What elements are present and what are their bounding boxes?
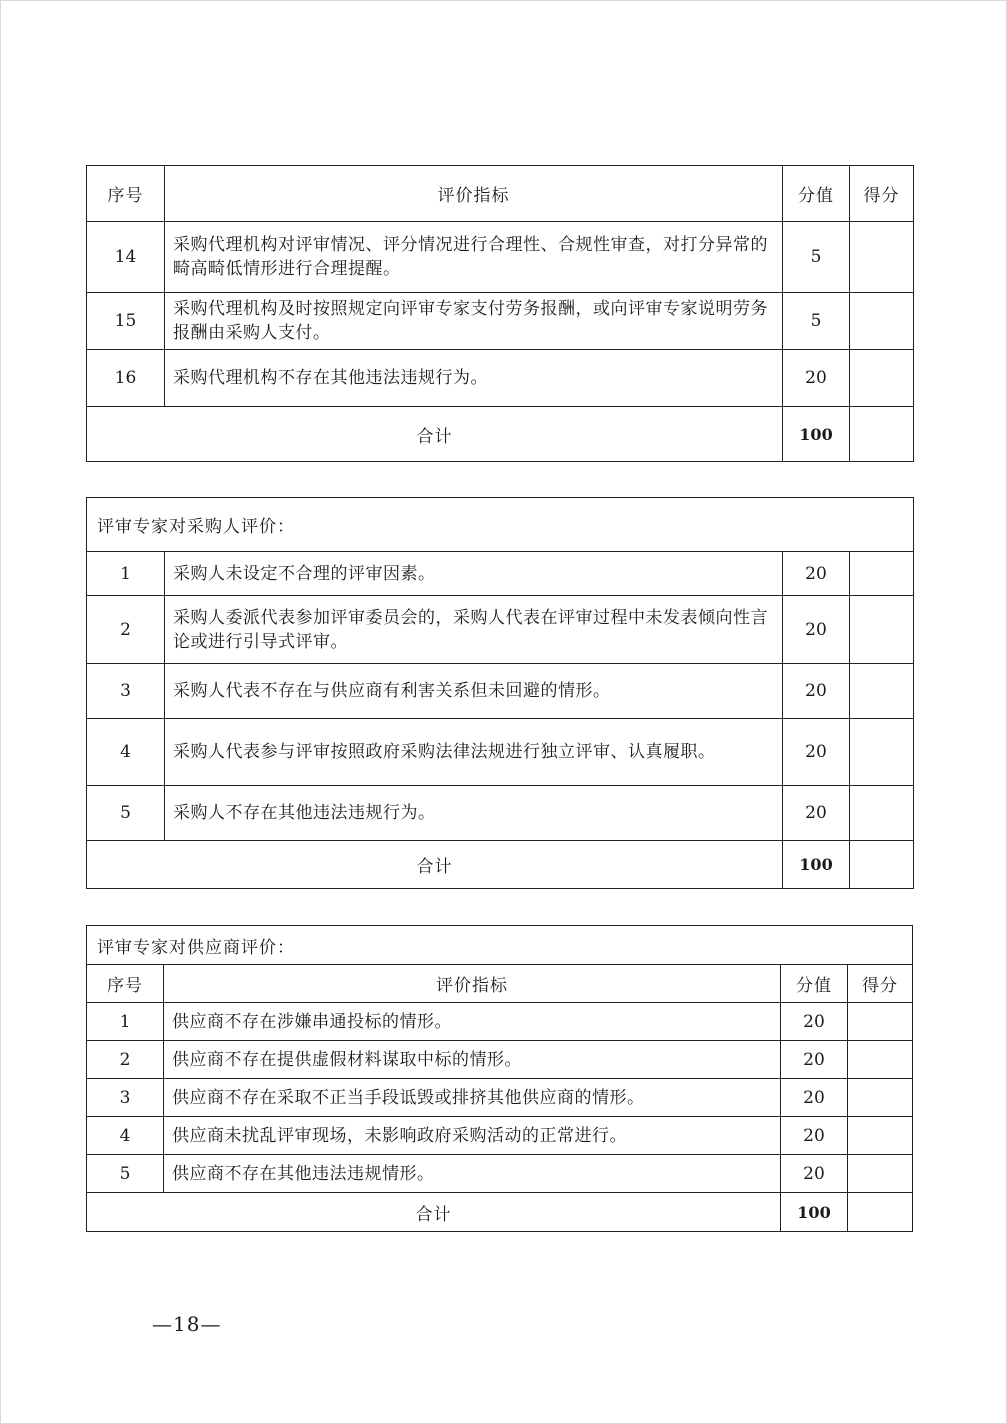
- score-cell[interactable]: [848, 1079, 913, 1117]
- total-label: 合计: [87, 1193, 781, 1232]
- total-value: 100: [783, 841, 850, 889]
- total-score-cell[interactable]: [850, 407, 914, 462]
- row-indicator: 供应商不存在涉嫌串通投标的情形。: [164, 1003, 781, 1041]
- header-score: 得分: [850, 166, 914, 222]
- row-points: 5: [783, 293, 850, 350]
- row-points: 20: [781, 1079, 848, 1117]
- row-seq: 16: [87, 350, 165, 407]
- table-row: [87, 596, 914, 664]
- row-seq: 4: [87, 1117, 164, 1155]
- row-points: 20: [781, 1041, 848, 1079]
- table-title-row: [87, 926, 913, 965]
- table-header-row: [87, 965, 913, 1003]
- header-seq: 序号: [87, 166, 165, 222]
- header-seq: 序号: [87, 965, 164, 1003]
- score-cell[interactable]: [848, 1003, 913, 1041]
- table-row: [87, 719, 914, 786]
- total-score-cell[interactable]: [848, 1193, 913, 1232]
- row-seq: 14: [87, 222, 165, 293]
- row-seq: 2: [87, 1041, 164, 1079]
- row-seq: 1: [87, 552, 165, 596]
- row-indicator: 供应商不存在其他违法违规情形。: [164, 1155, 781, 1193]
- table-title: 评审专家对供应商评价：: [87, 926, 913, 965]
- row-points: 20: [781, 1117, 848, 1155]
- table-title-row: [87, 498, 914, 552]
- row-seq: 3: [87, 1079, 164, 1117]
- table-row: [87, 664, 914, 719]
- row-seq: 5: [87, 786, 165, 841]
- row-indicator: 采购代理机构及时按照规定向评审专家支付劳务报酬，或向评审专家说明劳务报酬由采购人支付。: [165, 293, 783, 350]
- score-cell[interactable]: [848, 1041, 913, 1079]
- header-points: 分值: [781, 965, 848, 1003]
- row-indicator: 采购代理机构对评审情况、评分情况进行合理性、合规性审查，对打分异常的畸高畸低情形进行合理提醒。: [165, 222, 783, 293]
- total-label: 合计: [87, 841, 783, 889]
- table-row: [87, 293, 914, 350]
- row-points: 20: [783, 664, 850, 719]
- row-indicator: 采购人未设定不合理的评审因素。: [165, 552, 783, 596]
- row-points: 20: [783, 786, 850, 841]
- table-row: [87, 222, 914, 293]
- row-points: 20: [783, 719, 850, 786]
- table-row: [87, 1117, 913, 1155]
- header-score: 得分: [848, 965, 913, 1003]
- total-row: [87, 841, 914, 889]
- total-row: [87, 407, 914, 462]
- page-number: —18—: [152, 1312, 222, 1336]
- agency-evaluation-table: [86, 165, 914, 462]
- table-header-row: [87, 166, 914, 222]
- header-indicator: 评价指标: [164, 965, 781, 1003]
- row-seq: 5: [87, 1155, 164, 1193]
- total-label: 合计: [87, 407, 783, 462]
- row-indicator: 供应商未扰乱评审现场，未影响政府采购活动的正常进行。: [164, 1117, 781, 1155]
- table-row: [87, 350, 914, 407]
- table-row: [87, 1079, 913, 1117]
- row-points: 20: [783, 552, 850, 596]
- row-indicator: 采购人代表不存在与供应商有利害关系但未回避的情形。: [165, 664, 783, 719]
- row-seq: 15: [87, 293, 165, 350]
- row-points: 20: [783, 350, 850, 407]
- purchaser-evaluation-table: [86, 497, 914, 889]
- score-cell[interactable]: [850, 786, 914, 841]
- row-indicator: 采购人不存在其他违法违规行为。: [165, 786, 783, 841]
- table-title: 评审专家对采购人评价：: [87, 498, 914, 552]
- table-row: [87, 1155, 913, 1193]
- table-row: [87, 552, 914, 596]
- row-indicator: 采购代理机构不存在其他违法违规行为。: [165, 350, 783, 407]
- total-value: 100: [783, 407, 850, 462]
- table-row: [87, 786, 914, 841]
- score-cell[interactable]: [848, 1117, 913, 1155]
- supplier-evaluation-table: [86, 925, 913, 1232]
- score-cell[interactable]: [850, 293, 914, 350]
- score-cell[interactable]: [850, 552, 914, 596]
- score-cell[interactable]: [848, 1155, 913, 1193]
- row-points: 20: [781, 1003, 848, 1041]
- score-cell[interactable]: [850, 222, 914, 293]
- score-cell[interactable]: [850, 664, 914, 719]
- total-value: 100: [781, 1193, 848, 1232]
- row-indicator: 供应商不存在采取不正当手段诋毁或排挤其他供应商的情形。: [164, 1079, 781, 1117]
- header-points: 分值: [783, 166, 850, 222]
- total-row: [87, 1193, 913, 1232]
- score-cell[interactable]: [850, 719, 914, 786]
- row-indicator: 采购人代表参与评审按照政府采购法律法规进行独立评审、认真履职。: [165, 719, 783, 786]
- row-points: 5: [783, 222, 850, 293]
- row-points: 20: [783, 596, 850, 664]
- row-seq: 3: [87, 664, 165, 719]
- row-seq: 4: [87, 719, 165, 786]
- total-score-cell[interactable]: [850, 841, 914, 889]
- row-seq: 2: [87, 596, 165, 664]
- row-points: 20: [781, 1155, 848, 1193]
- score-cell[interactable]: [850, 596, 914, 664]
- table-row: [87, 1003, 913, 1041]
- header-indicator: 评价指标: [165, 166, 783, 222]
- table-row: [87, 1041, 913, 1079]
- row-indicator: 供应商不存在提供虚假材料谋取中标的情形。: [164, 1041, 781, 1079]
- row-indicator: 采购人委派代表参加评审委员会的，采购人代表在评审过程中未发表倾向性言论或进行引导式评审。: [165, 596, 783, 664]
- row-seq: 1: [87, 1003, 164, 1041]
- score-cell[interactable]: [850, 350, 914, 407]
